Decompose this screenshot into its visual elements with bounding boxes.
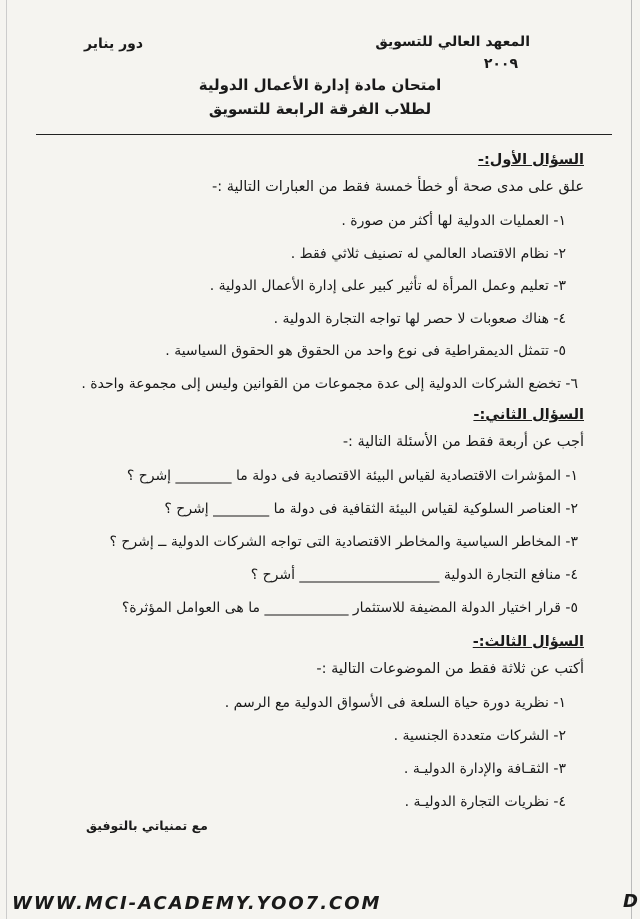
scan-edge-right <box>631 0 632 919</box>
scan-edge-left <box>6 0 7 919</box>
q3-item: ٣- الثقـافة والإدارة الدوليـة . <box>403 761 566 777</box>
q1-item: ٦- تخضع الشركات الدولية إلى عدة مجموعات من القوانين وليس إلى مجموعة واحدة . <box>81 375 578 392</box>
q1-item: ٤- هناك صعوبات لا حصر لها تواجه التجارة الدولية . <box>273 310 566 327</box>
exam-subtitle: لطلاب الفرقة الرابعة للتسويق <box>208 100 432 118</box>
q3-items <box>44 688 584 820</box>
q2-item: ٢- العناصر السلوكية لقياس البيئة الثقافية فى دولة ما ________ إشرح ؟ <box>164 501 578 517</box>
q3-item: ١- نظرية دورة حياة السلعة فى الأسواق الدولية مع الرسم . <box>224 695 566 711</box>
q2-item: ٣- المخاطر السياسية والمخاطر الاقتصادية التى تواجه الشركات الدولية ــ إشرح ؟ <box>109 534 578 550</box>
q2-item: ٤- منافع التجارة الدولية ____________________ أشرح ؟ <box>250 567 578 583</box>
exam-session: دور يناير <box>84 36 144 52</box>
institute-name: المعهد العالي للتسويق <box>375 34 530 50</box>
q1-items <box>44 206 584 401</box>
q2-heading: السؤال الثاني:- <box>473 407 584 423</box>
exam-title: امتحان مادة إدارة الأعمال الدولية <box>198 76 442 94</box>
q3-heading: السؤال الثالث:- <box>472 634 584 650</box>
header-divider <box>36 134 612 135</box>
watermark-edge-letter: D <box>623 891 638 912</box>
q1-intro: علق على مدى صحة أو خطأ خمسة فقط من العبارات التالية :- <box>212 179 584 195</box>
q3-item: ٤- نظريات التجارة الدوليـة . <box>404 794 566 810</box>
q1-heading: السؤال الأول:- <box>477 152 584 168</box>
q1-item: ٥- تتمثل الديمقراطية فى نوع واحد من الحقوق هو الحقوق السياسية . <box>165 343 566 359</box>
exam-year: ٢٠٠٩ <box>483 56 518 72</box>
exam-body <box>44 146 584 820</box>
website-watermark: WWW.MCI-ACADEMY.YOO7.COM <box>12 893 382 914</box>
q1-item: ١- العمليات الدولية لها أكثر من صورة . <box>341 213 566 229</box>
q2-item: ٥- قرار اختيار الدولة المضيفة للاستثمار ____________ ما هى العوامل المؤثرة؟ <box>121 600 578 616</box>
q2-intro: أجب عن أربعة فقط من الأسئلة التالية :- <box>342 434 584 450</box>
q1-item: ٣- تعليم وعمل المرأة له تأثير كبير على إدارة الأعمال الدولية . <box>209 278 566 294</box>
q2-item: ١- المؤشرات الاقتصادية لقياس البيئة الاقتصادية فى دولة ما ________ إشرح ؟ <box>126 468 578 484</box>
q1-item: ٢- نظام الاقتصاد العالمي له تصنيف ثلاثي فقط . <box>290 245 566 262</box>
q2-items <box>44 461 584 626</box>
q3-item: ٢- الشركات متعددة الجنسية . <box>393 728 566 744</box>
closing-wish: مع تمنياتي بالتوفيق <box>86 818 208 833</box>
q3-intro: أكتب عن ثلاثة فقط من الموضوعات التالية :- <box>316 661 584 677</box>
